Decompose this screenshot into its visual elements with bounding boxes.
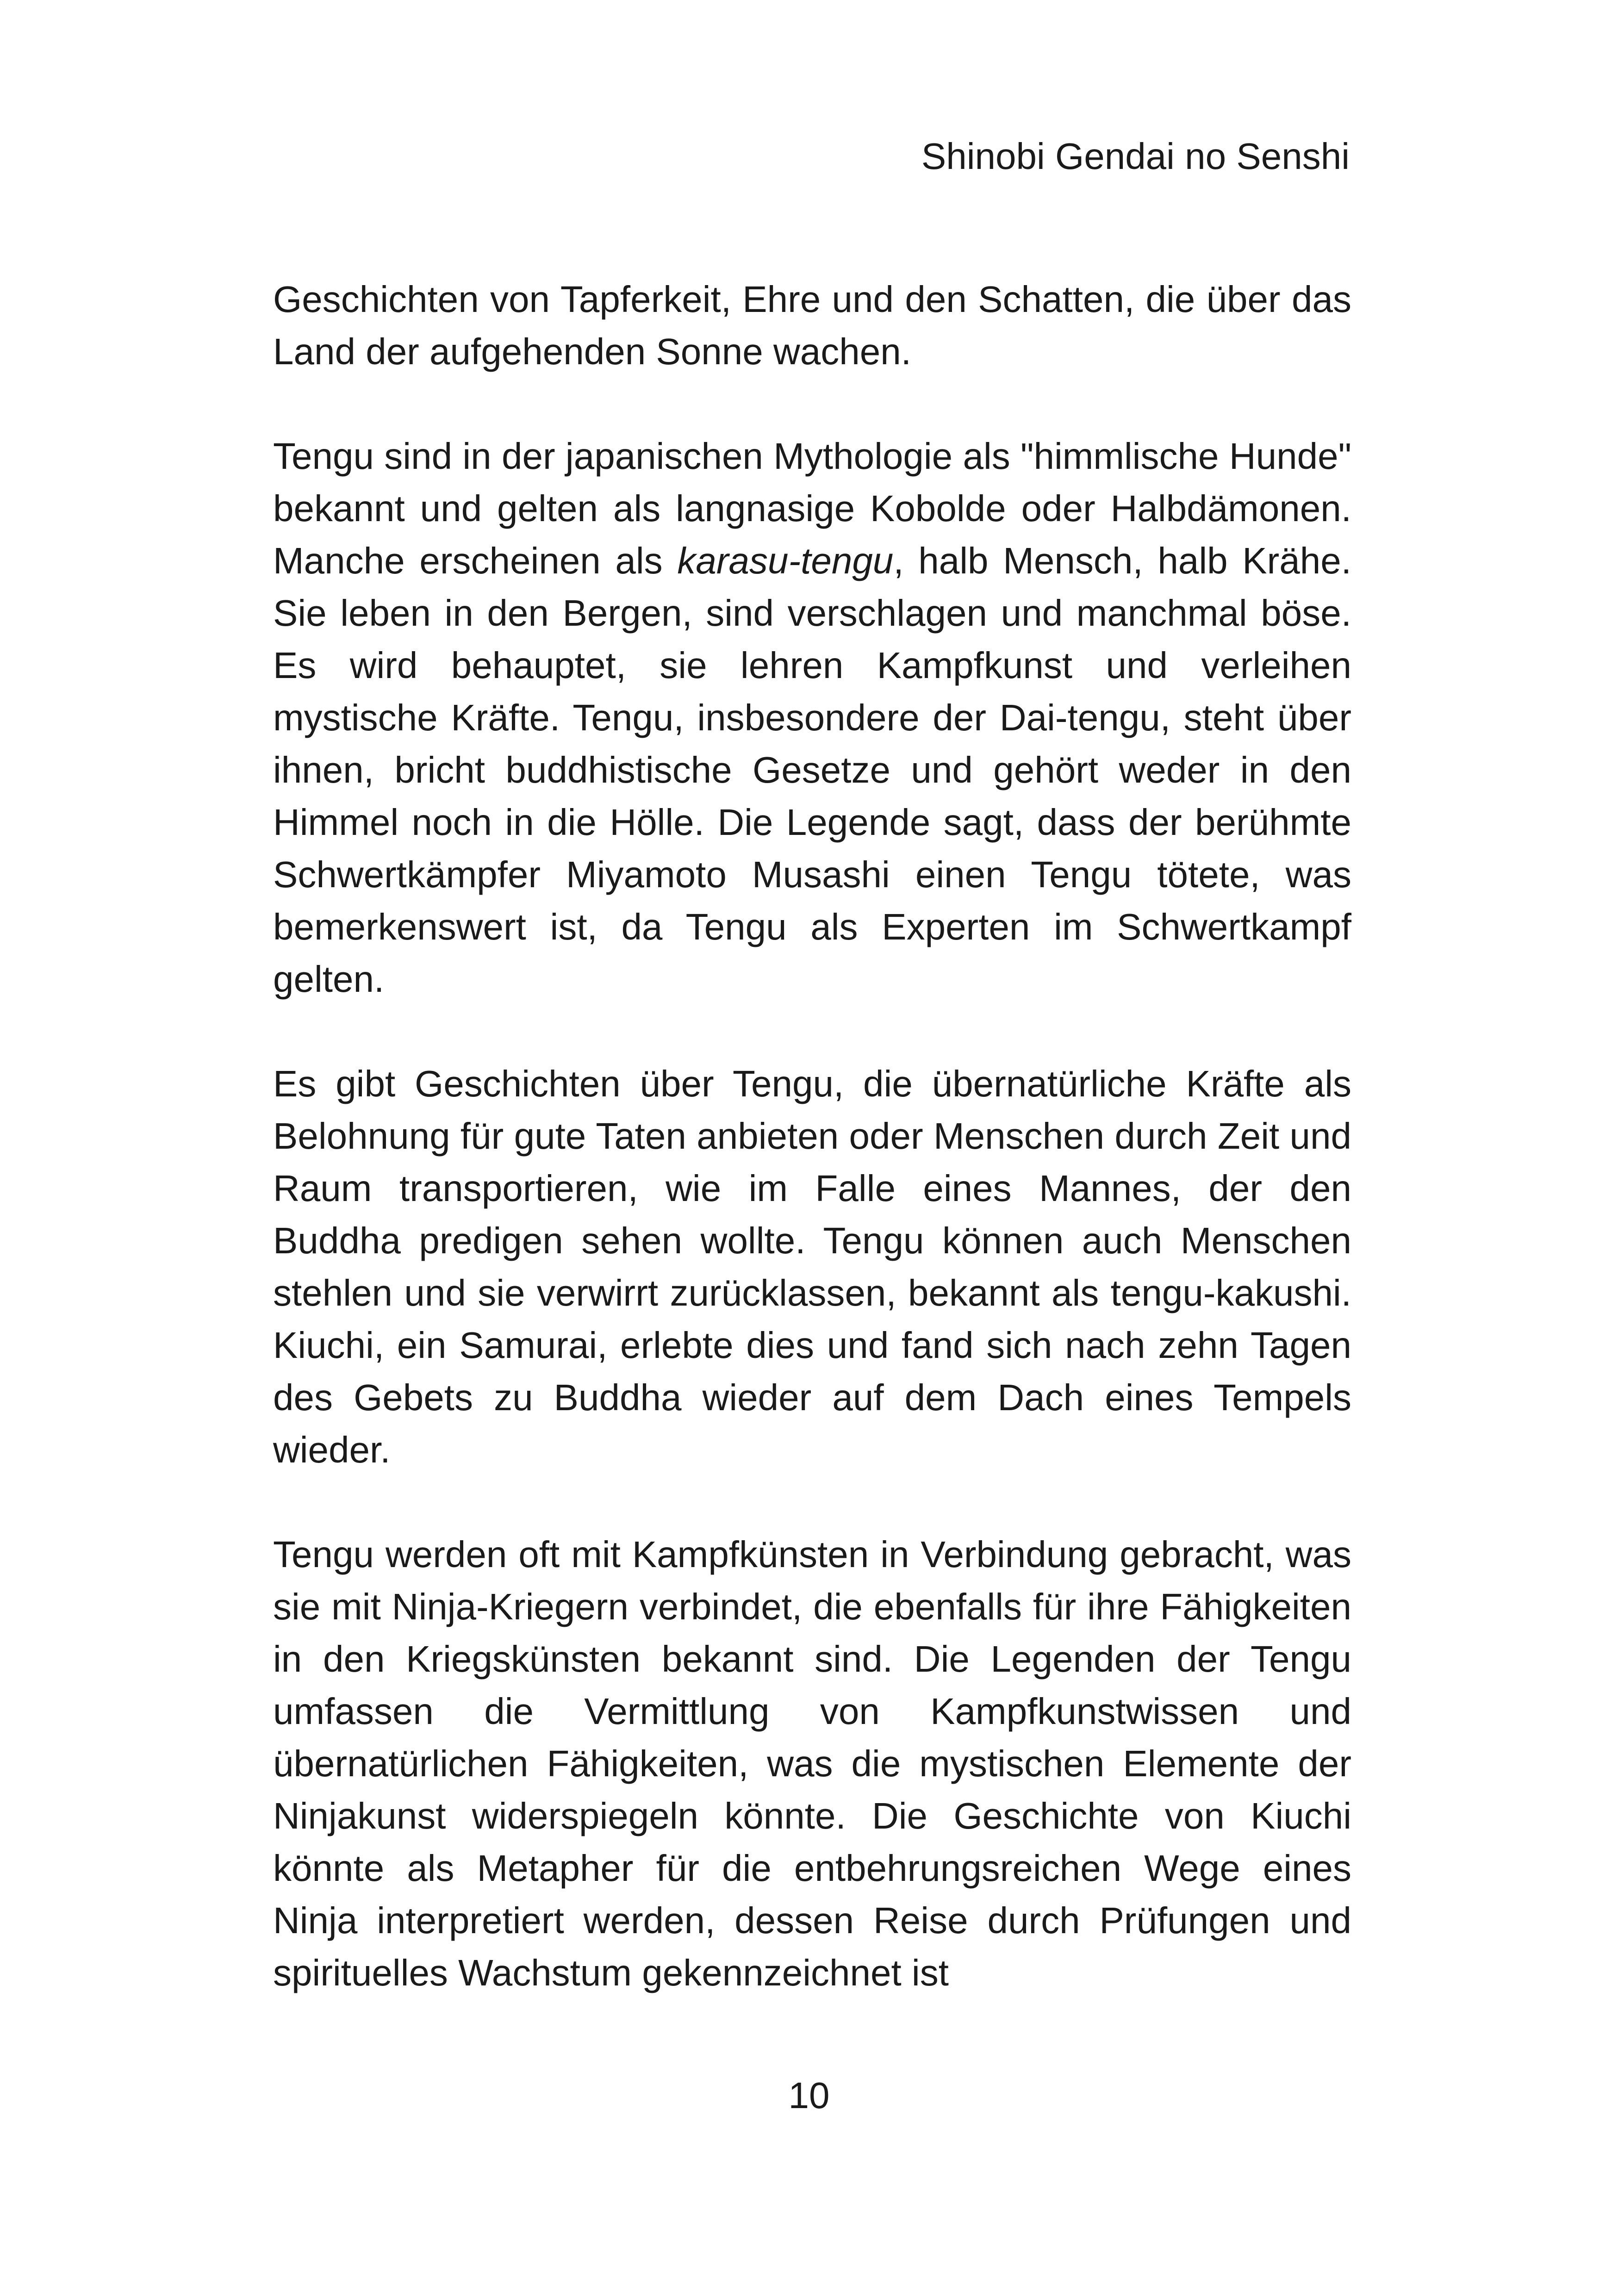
- paragraph-3: Es gibt Geschichten über Tengu, die übernatürliche Kräfte als Belohnung für gute Taten anbieten oder Menschen durch Zeit und Raum transportieren, wie im Falle eines Mannes, der den Buddha predigen sehen wollte. Tengu können auch Menschen stehlen und sie verwirrt zurücklassen, bekannt als tengu-kakushi. Kiuchi, ein Samurai, erlebte dies und fand sich nach zehn Tagen des Gebets zu Buddha wieder auf dem Dach eines Tempels wieder.: [273, 1063, 1351, 1470]
- page-number: 10: [788, 2075, 830, 2116]
- body-text: [273, 273, 1351, 1999]
- paragraph-4: Tengu werden oft mit Kampfkünsten in Verbindung gebracht, was sie mit Ninja-Kriegern verbindet, die ebenfalls für ihre Fähigkeiten in den Kriegskünsten bekannt sind. Die Legenden der Tengu umfassen die Vermittlung von Kampfkunstwissen und übernatürlichen Fähigkeiten, was die mystischen Elemente der Ninjakunst widerspiegeln könnte. Die Geschichte von Kiuchi könnte als Metapher für die entbehrungsreichen Wege eines Ninja interpretiert werden, dessen Reise durch Prüfungen und spirituelles Wachstum gekennzeichnet ist: [273, 1534, 1351, 1993]
- paragraph-1: Geschichten von Tapferkeit, Ehre und den Schatten, die über das Land der aufgehenden Sonne wachen.: [273, 279, 1351, 372]
- running-header-title: Shinobi Gendai no Senshi: [921, 136, 1350, 177]
- paragraph-2-italic-term: karasu-tengu: [677, 540, 894, 581]
- paragraph-2: [273, 430, 1351, 1005]
- paragraph-2-part1: Tengu sind in der japanischen Mythologie als "himmlische Hunde" bekannt und gelten als langnasige Kobolde oder Halbdämonen. Manche erscheinen als: [273, 436, 1351, 581]
- paragraph-2-part2: , halb Mensch, halb Krähe. Sie leben in den Bergen, sind verschlagen und manchmal böse. Es wird behauptet, sie lehren Kampfkunst und verleihen mystische Kräfte. Tengu, insbesondere der Dai-tengu, steht über ihnen, bricht buddhistische Gesetze und gehört weder in den Himmel noch in die Hölle. Die Legende sagt, dass der berühmte Schwertkämpfer Miyamoto Musashi einen Tengu tötete, was bemerkenswert ist, da Tengu als Experten im Schwertkampf gelten.: [273, 540, 1352, 1000]
